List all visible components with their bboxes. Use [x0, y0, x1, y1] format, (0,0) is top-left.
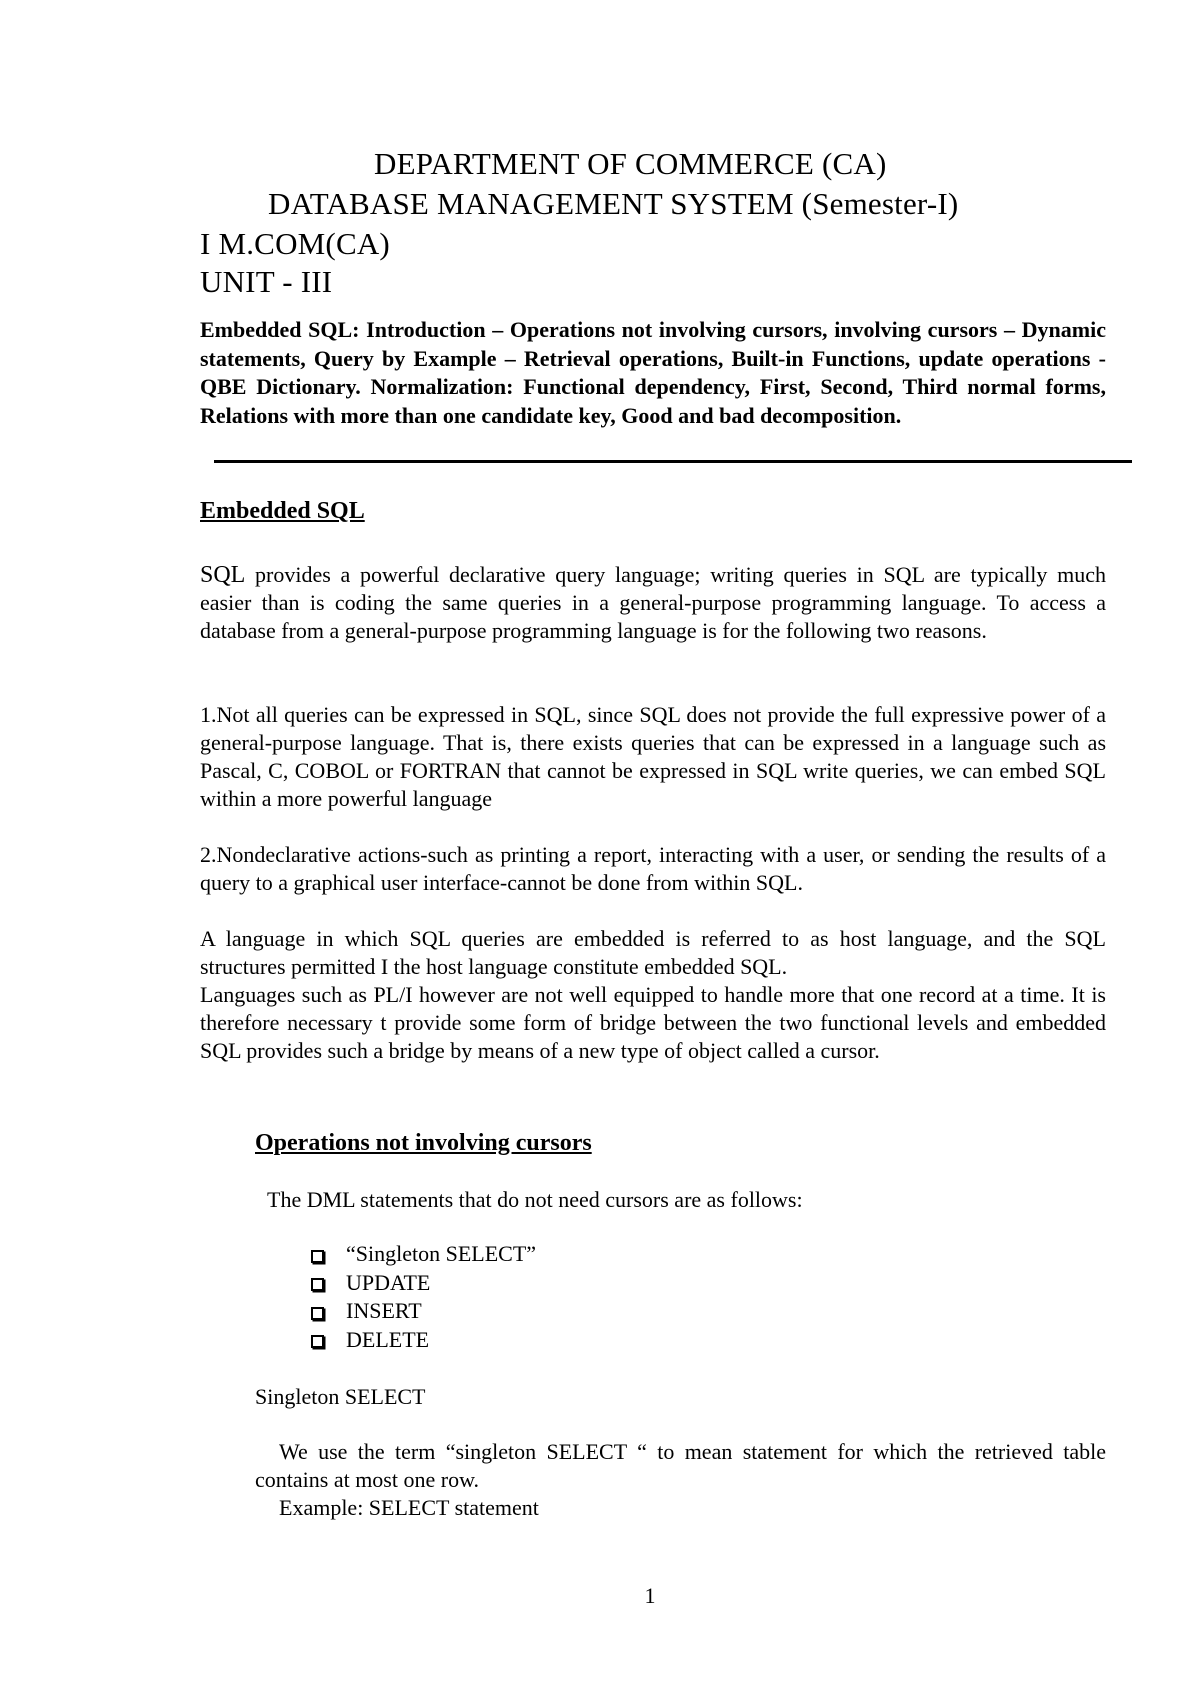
horizontal-rule [214, 460, 1132, 463]
course-title: I M.COM(CA) [200, 226, 390, 261]
syllabus-summary: Embedded SQL: Introduction – Operations not involving cursors, involving cursors – Dynamic statements, Query by Example – Retrieval operations, Built-in Functions, update operations - QBE Dictionary. Normalization: Functional dependency, First, Second, Third normal forms, Relations with more than one candidate key, Good and bad decomposition. [200, 317, 1106, 428]
checkbox-bullet-icon [311, 1278, 324, 1291]
embedded-sql-intro-paragraph [200, 561, 1106, 645]
singleton-select-subheading: Singleton SELECT [255, 1384, 426, 1409]
list-item: INSERT [311, 1297, 536, 1326]
operations-not-involving-cursors-heading: Operations not involving cursors [255, 1130, 592, 1156]
list-item: UPDATE [311, 1269, 536, 1298]
reason-two-paragraph: 2.Nondeclarative actions-such as printing a report, interacting with a user, or sending the results of a query to a graphical user interface-cannot be done from within SQL. [200, 842, 1106, 895]
singleton-select-definition: We use the term “singleton SELECT “ to mean statement for which the retrieved table contains at most one row. [255, 1439, 1106, 1492]
host-language-paragraph: A language in which SQL queries are embedded is referred to as host language, and the SQL structures permitted I the host language constitute embedded SQL. [200, 926, 1106, 979]
checkbox-bullet-icon [311, 1307, 324, 1320]
checkbox-bullet-icon [311, 1335, 324, 1348]
page-number: 1 [644, 1583, 656, 1608]
list-item: “Singleton SELECT” [311, 1240, 536, 1269]
example-line: Example: SELECT statement [279, 1495, 539, 1520]
unit-title: UNIT - III [200, 264, 333, 299]
reason-one-paragraph: 1.Not all queries can be expressed in SQL, since SQL does not provide the full expressive power of a general-purpose language. That is, there exists queries that can be expressed in a language such as Pascal, C, COBOL or FORTRAN that cannot be expressed in SQL write queries, we can embed SQL within a more powerful language [200, 702, 1106, 811]
department-title: DEPARTMENT OF COMMERCE (CA) [374, 146, 887, 181]
subject-title: DATABASE MANAGEMENT SYSTEM (Semester-I) [268, 186, 959, 221]
intro-paragraph-text: provides a powerful declarative query language; writing queries in SQL are typically much easier than is coding the same queries in a general-purpose programming language. To access a database from a general-purpose programming language is for the following two reasons. [200, 562, 1106, 643]
dml-statements-intro: The DML statements that do not need cursors are as follows: [267, 1187, 803, 1212]
cursor-paragraph: Languages such as PL/I however are not well equipped to handle more that one record at a time. It is therefore necessary t provide some form of bridge between the two functional levels and embedded SQL provides such a bridge by means of a new type of object called a cursor. [200, 982, 1106, 1063]
checkbox-bullet-icon [311, 1250, 324, 1263]
embedded-sql-heading: Embedded SQL [200, 498, 365, 524]
list-item: DELETE [311, 1326, 536, 1355]
dml-statement-list [311, 1240, 536, 1354]
sql-lead-word: SQL [200, 562, 246, 588]
